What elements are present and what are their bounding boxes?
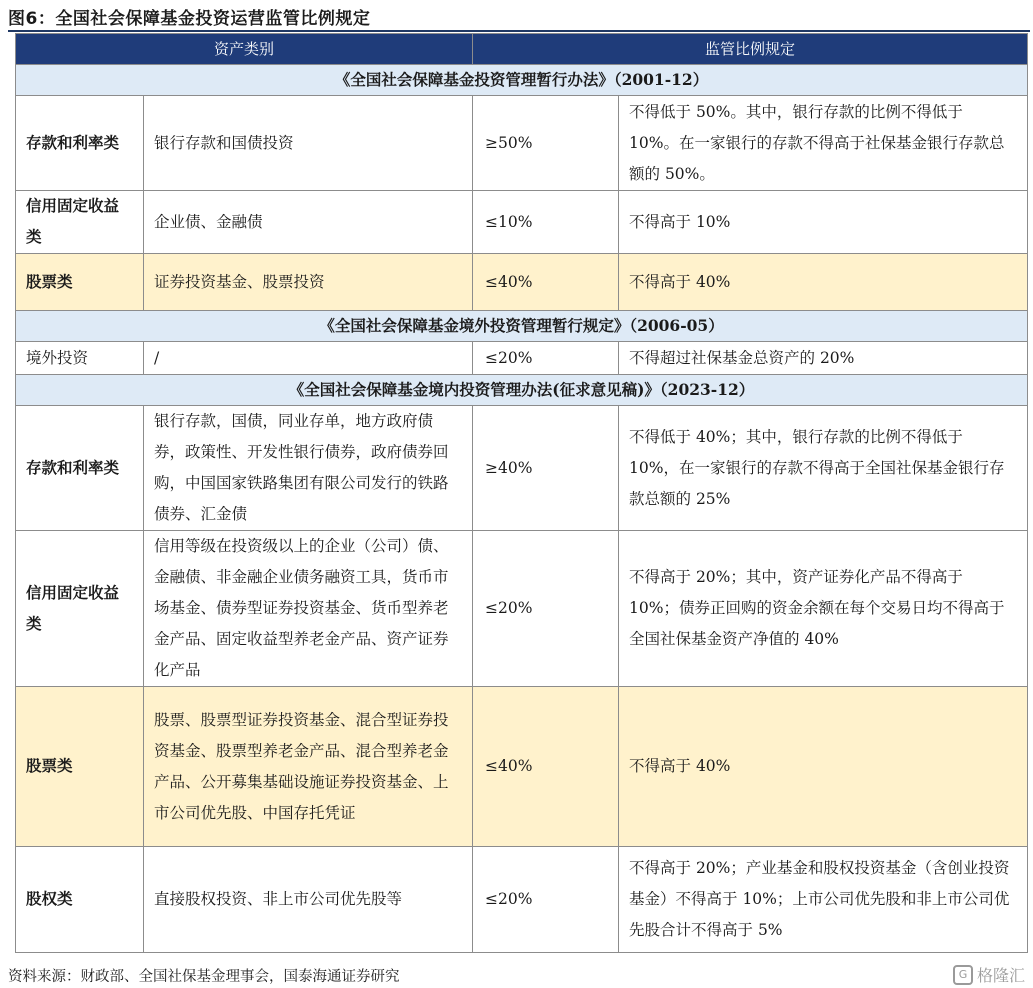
header-regulation-ratio: 监管比例规定 [473,34,1028,65]
section-heading: 《全国社会保障基金境内投资管理办法(征求意见稿)》（2023-12） [16,375,1028,406]
category-cell: 股票类 [16,254,144,311]
rule-cell: 不得高于 10% [619,191,1028,254]
section-heading: 《全国社会保障基金境外投资管理暂行规定》（2006-05） [16,311,1028,342]
table-row [16,406,1028,531]
category-cell: 股票类 [16,687,144,847]
assets-cell: 股票、股票型证券投资基金、混合型证券投资基金、股票型养老金产品、混合型养老金产品、公开募集基础设施证券投资基金、上市公司优先股、中国存托凭证 [144,687,473,847]
table-row [16,96,1028,191]
rule-cell: 不得高于 40% [619,687,1028,847]
section-heading: 《全国社会保障基金投资管理暂行办法》（2001-12） [16,65,1028,96]
ratio-cell: ≤10% [473,191,619,254]
source-note: 资料来源：财政部、全国社保基金理事会，国泰海通证券研究 [8,969,400,985]
ratio-cell: ≤40% [473,687,619,847]
figure-title: 图6：全国社会保障基金投资运营监管比例规定 [8,9,371,29]
table-row [16,847,1028,953]
ratio-cell: ≤20% [473,342,619,375]
assets-cell: 银行存款，国债，同业存单，地方政府债券，政策性、开发性银行债券，政府债券回购，中国国家铁路集团有限公司发行的铁路债券、汇金债 [144,406,473,531]
table-row [16,254,1028,311]
assets-cell: 信用等级在投资级以上的企业（公司）债、金融债、非金融企业债务融资工具，货币市场基金、债券型证券投资基金、货币型养老金产品、固定收益型养老金产品、资产证券化产品 [144,531,473,687]
rule-cell: 不得高于 20%；其中，资产证券化产品不得高于 10%；债券正回购的资金余额在每个交易日均不得高于全国社保基金资产净值的 40% [619,531,1028,687]
assets-cell: 企业债、金融债 [144,191,473,254]
category-cell: 境外投资 [16,342,144,375]
category-cell: 存款和利率类 [16,96,144,191]
category-cell: 信用固定收益类 [16,531,144,687]
assets-cell: / [144,342,473,375]
regulation-table [15,33,1028,953]
section-heading-row [16,375,1028,406]
table-row [16,342,1028,375]
section-heading-row [16,65,1028,96]
assets-cell: 直接股权投资、非上市公司优先股等 [144,847,473,953]
watermark [953,963,1025,986]
table-row [16,191,1028,254]
table-row [16,687,1028,847]
ratio-cell: ≥40% [473,406,619,531]
watermark-logo-icon: G [953,965,973,985]
category-cell: 股权类 [16,847,144,953]
category-cell: 信用固定收益类 [16,191,144,254]
ratio-cell: ≤40% [473,254,619,311]
rule-cell: 不得低于 40%；其中，银行存款的比例不得低于 10%，在一家银行的存款不得高于全国社保基金银行存款总额的 25% [619,406,1028,531]
ratio-cell: ≤20% [473,531,619,687]
header-asset-class: 资产类别 [16,34,473,65]
assets-cell: 证券投资基金、股票投资 [144,254,473,311]
category-cell: 存款和利率类 [16,406,144,531]
title-divider [8,30,1030,32]
table-header-row [16,34,1028,65]
assets-cell: 银行存款和国债投资 [144,96,473,191]
ratio-cell: ≥50% [473,96,619,191]
rule-cell: 不得高于 20%；产业基金和股权投资基金（含创业投资基金）不得高于 10%；上市公司优先股和非上市公司优先股合计不得高于 5% [619,847,1028,953]
rule-cell: 不得高于 40% [619,254,1028,311]
rule-cell: 不得低于 50%。其中，银行存款的比例不得低于 10%。在一家银行的存款不得高于社保基金银行存款总额的 50%。 [619,96,1028,191]
watermark-text: 格隆汇 [976,966,1025,985]
section-heading-row [16,311,1028,342]
ratio-cell: ≤20% [473,847,619,953]
rule-cell: 不得超过社保基金总资产的 20% [619,342,1028,375]
table-row [16,531,1028,687]
